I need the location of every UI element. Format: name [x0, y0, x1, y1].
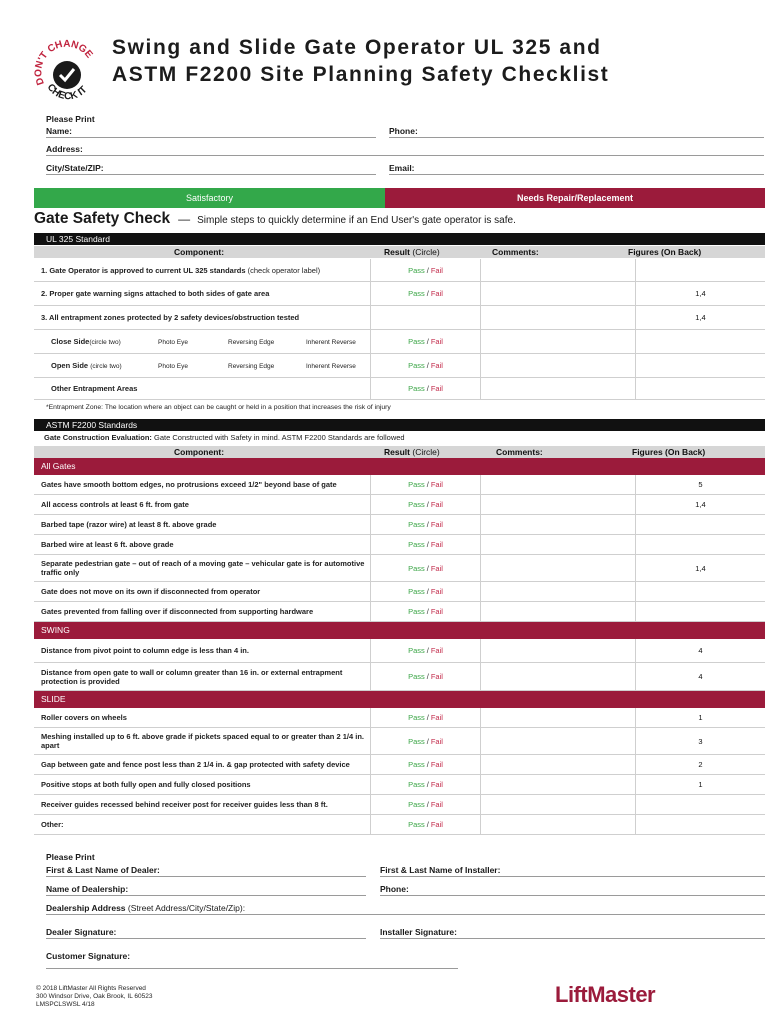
pass-fail-selector[interactable]: Pass / Fail: [370, 535, 480, 554]
photo-eye-option[interactable]: Photo Eye: [158, 339, 188, 346]
table-row: [34, 582, 765, 602]
pass-fail-selector[interactable]: Pass / Fail: [370, 602, 480, 621]
figures-cell: [635, 354, 765, 377]
needs-repair-bar: Needs Repair/Replacement: [385, 188, 765, 208]
page-title: [112, 34, 609, 88]
stamp-line2: CHECK IT: [44, 82, 90, 103]
reversing-edge-option[interactable]: Reversing Edge: [228, 363, 275, 370]
ul325-col-component: Component:: [174, 247, 225, 257]
astm-col-result: Result (Circle): [384, 447, 440, 457]
swing-header: SWING: [34, 622, 765, 639]
comments-cell[interactable]: [480, 795, 635, 814]
comments-cell[interactable]: [480, 306, 635, 329]
comments-cell[interactable]: [480, 775, 635, 794]
comments-cell[interactable]: [480, 582, 635, 601]
pass-fail-selector[interactable]: Pass / Fail: [370, 330, 480, 353]
row-component: Gates have smooth bottom edges, no protrusions exceed 1/2" beyond base of gate: [41, 480, 337, 489]
row-component: Open Side (circle two): [51, 360, 122, 370]
row-component: Gap between gate and fence post less than 2 1/4 in. & gap protected with safety device: [41, 760, 350, 769]
row-component: Separate pedestrian gate – out of reach of a moving gate – vehicular gate is for automotive traffic only: [41, 559, 365, 577]
dealer-phone-label: Phone:: [380, 884, 409, 894]
row-component: Receiver guides recessed behind receiver post for receiver guides less than 8 ft.: [41, 800, 328, 809]
all-gates-header: All Gates: [34, 458, 765, 475]
astm-col-figures: Figures (On Back): [632, 447, 706, 457]
figures-cell: 5: [635, 475, 765, 494]
table-row-open-side: [34, 354, 765, 378]
comments-cell[interactable]: [480, 378, 635, 399]
table-row: [34, 728, 765, 755]
footer-copyright: © 2018 LiftMaster All Rights Reserved: [36, 985, 146, 992]
table-row: [34, 555, 765, 582]
table-row: [34, 515, 765, 535]
figures-cell: 2: [635, 755, 765, 774]
figures-cell: [635, 795, 765, 814]
comments-cell[interactable]: [480, 330, 635, 353]
row-component: Distance from open gate to wall or column greater than 16 in. or external entrapment protection is provided: [41, 667, 343, 686]
comments-cell[interactable]: [480, 602, 635, 621]
row-component: Other Entrapment Areas: [51, 384, 138, 393]
please-print-label: Please Print: [46, 114, 95, 124]
pass-fail-selector[interactable]: Pass / Fail: [370, 555, 480, 581]
gate-safety-title: Gate Safety Check: [34, 210, 171, 227]
row-component: All access controls at least 6 ft. from gate: [41, 500, 189, 509]
email-field-label: Email:: [389, 163, 415, 173]
comments-cell[interactable]: [480, 639, 635, 662]
installer-name-label: First & Last Name of Installer:: [380, 865, 501, 875]
figures-cell: [635, 330, 765, 353]
table-row: [34, 663, 765, 691]
figures-cell: [635, 378, 765, 399]
figures-cell: 1,4: [635, 306, 765, 329]
entrapment-zone-note: *Entrapment Zone: The location where an object can be caught or held in a position that increases the risk of injury: [46, 404, 391, 411]
phone-field-label: Phone:: [389, 126, 418, 136]
comments-cell[interactable]: [480, 475, 635, 494]
satisfactory-bar: Satisfactory: [34, 188, 385, 208]
ul325-col-figures: Figures (On Back): [628, 247, 702, 257]
city-field-line[interactable]: [46, 174, 376, 175]
pass-fail-selector[interactable]: Pass / Fail: [370, 495, 480, 514]
table-row: [34, 495, 765, 515]
gate-safety-heading: [34, 210, 516, 230]
reversing-edge-option[interactable]: Reversing Edge: [228, 339, 275, 346]
table-row: [34, 815, 765, 835]
table-row-other-entrapment: [34, 378, 765, 400]
address-field-line[interactable]: [46, 155, 764, 156]
phone-field-line[interactable]: [389, 137, 764, 138]
row-component: Roller covers on wheels: [41, 713, 127, 722]
dealership-address-label: Dealership Address (Street Address/City/State/Zip):: [46, 903, 246, 913]
comments-cell[interactable]: [480, 515, 635, 534]
email-field-line[interactable]: [389, 174, 764, 175]
figures-cell: 1: [635, 775, 765, 794]
comments-cell[interactable]: [480, 354, 635, 377]
row-component: Close Side(circle two): [51, 336, 121, 346]
row-component: 1. Gate Operator is approved to current UL 325 standards (check operator label): [41, 265, 321, 275]
gate-safety-dash: —: [178, 212, 191, 226]
dealer-signature-line[interactable]: [46, 938, 366, 939]
table-row: [34, 755, 765, 775]
photo-eye-option[interactable]: Photo Eye: [158, 363, 188, 370]
inherent-reverse-option[interactable]: Inherent Reverse: [306, 363, 356, 370]
astm-col-comments: Comments:: [496, 447, 543, 457]
pass-fail-selector[interactable]: Pass / Fail: [370, 728, 480, 754]
table-row: [34, 475, 765, 495]
pass-fail-selector[interactable]: Pass / Fail: [370, 582, 480, 601]
row-component: Other:: [41, 820, 64, 829]
name-field-label: Name:: [46, 126, 72, 136]
name-field-line[interactable]: [46, 137, 376, 138]
dealership-name-label: Name of Dealership:: [46, 884, 129, 894]
pass-fail-selector[interactable]: Pass / Fail: [370, 663, 480, 690]
pass-fail-selector[interactable]: Pass / Fail: [370, 795, 480, 814]
pass-fail-selector[interactable]: Pass / Fail: [370, 755, 480, 774]
ul325-section-header: UL 325 Standard: [34, 233, 765, 245]
table-row: [34, 795, 765, 815]
title-line1: Swing and Slide Gate Operator UL 325 and: [112, 36, 602, 59]
dealer-phone-line[interactable]: [380, 895, 765, 896]
figures-cell: 1: [635, 708, 765, 727]
comments-cell[interactable]: [480, 815, 635, 834]
table-row: [34, 708, 765, 728]
figures-cell: 4: [635, 663, 765, 690]
row-component: 3. All entrapment zones protected by 2 safety devices/obstruction tested: [41, 313, 300, 322]
pass-fail-selector[interactable]: Pass / Fail: [370, 354, 480, 377]
footer-code: LMSPCLSWSL 4/18: [36, 1001, 95, 1008]
figures-cell: [635, 535, 765, 554]
dealer-signature-label: Dealer Signature:: [46, 927, 117, 937]
result-cell-empty: [370, 306, 480, 329]
figures-cell: [635, 582, 765, 601]
pass-fail-selector[interactable]: Pass / Fail: [370, 515, 480, 534]
dealer-please-print: Please Print: [46, 852, 95, 862]
comments-cell[interactable]: [480, 663, 635, 690]
comments-cell[interactable]: [480, 495, 635, 514]
installer-name-line[interactable]: [380, 876, 765, 877]
table-row: [34, 259, 765, 282]
figures-cell: 1,4: [635, 495, 765, 514]
astm-section-header: ASTM F2200 Standards: [34, 419, 765, 431]
figures-cell: [635, 815, 765, 834]
comments-cell[interactable]: [480, 708, 635, 727]
figures-cell: [635, 259, 765, 281]
figures-cell: [635, 515, 765, 534]
comments-cell[interactable]: [480, 755, 635, 774]
row-component: Positive stops at both fully open and fully closed positions: [41, 780, 251, 789]
pass-fail-selector[interactable]: Pass / Fail: [370, 259, 480, 281]
stamp-line1: DON'T CHANGE: [33, 38, 95, 87]
installer-signature-line[interactable]: [380, 938, 765, 939]
footer-address: 300 Windsor Drive, Oak Brook, IL 60523: [36, 993, 153, 1000]
astm-column-header: [34, 446, 765, 458]
ul325-col-result: Result (Circle): [384, 247, 440, 257]
figures-cell: [635, 602, 765, 621]
liftmaster-logo: LiftMaster: [555, 982, 656, 1007]
ul325-col-comments: Comments:: [492, 247, 539, 257]
installer-signature-label: Installer Signature:: [380, 927, 457, 937]
gate-safety-subtitle: Simple steps to quickly determine if an End User's gate operator is safe.: [197, 215, 516, 226]
figures-cell: 3: [635, 728, 765, 754]
comments-cell[interactable]: [480, 728, 635, 754]
table-row: [34, 535, 765, 555]
address-field-label: Address:: [46, 144, 83, 154]
row-component: Distance from pivot point to column edge is less than 4 in.: [41, 646, 249, 655]
dealer-name-label: First & Last Name of Dealer:: [46, 865, 160, 875]
city-field-label: City/State/ZIP:: [46, 163, 104, 173]
comments-cell[interactable]: [480, 535, 635, 554]
pass-fail-selector[interactable]: Pass / Fail: [370, 708, 480, 727]
table-row: [34, 602, 765, 622]
ul325-column-header: [34, 246, 765, 258]
figures-cell: 1,4: [635, 282, 765, 305]
table-row: [34, 639, 765, 663]
slide-header: SLIDE: [34, 691, 765, 708]
dealer-name-line[interactable]: [46, 876, 366, 877]
row-component: Barbed wire at least 6 ft. above grade: [41, 540, 174, 549]
figures-cell: 1,4: [635, 555, 765, 581]
pass-fail-selector[interactable]: Pass / Fail: [370, 815, 480, 834]
check-circle-icon: [53, 61, 81, 89]
title-line2: ASTM F2200 Site Planning Safety Checklist: [112, 63, 610, 86]
pass-fail-selector[interactable]: Pass / Fail: [370, 475, 480, 494]
table-row: [34, 775, 765, 795]
comments-cell[interactable]: [480, 282, 635, 305]
pass-fail-selector[interactable]: Pass / Fail: [370, 282, 480, 305]
table-row-close-side: [34, 330, 765, 354]
table-row: [34, 306, 765, 330]
pass-fail-selector[interactable]: Pass / Fail: [370, 639, 480, 662]
comments-cell[interactable]: [480, 259, 635, 281]
astm-col-component: Component:: [174, 447, 225, 457]
pass-fail-selector[interactable]: Pass / Fail: [370, 775, 480, 794]
row-component: 2. Proper gate warning signs attached to both sides of gate area: [41, 289, 270, 298]
dont-change-it-stamp: [32, 38, 102, 108]
table-row: [34, 282, 765, 306]
inherent-reverse-option[interactable]: Inherent Reverse: [306, 339, 356, 346]
figures-cell: 4: [635, 639, 765, 662]
row-component: Gate does not move on its own if disconnected from operator: [41, 587, 261, 596]
dealership-name-line[interactable]: [46, 895, 366, 896]
customer-signature-label: Customer Signature:: [46, 951, 131, 961]
gate-construction-evaluation: Gate Construction Evaluation: Gate Constructed with Safety in mind. ASTM F2200 Standards are followed: [44, 433, 405, 442]
dealership-address-line[interactable]: [46, 914, 765, 915]
comments-cell[interactable]: [480, 555, 635, 581]
customer-signature-line[interactable]: [46, 968, 458, 969]
footer-text: [36, 985, 152, 1009]
row-component: Meshing installed up to 6 ft. above grade if pickets spaced equal to or greater than 2 1/4 in. apart: [41, 732, 364, 750]
row-component: Barbed tape (razor wire) at least 8 ft. above grade: [41, 520, 217, 529]
pass-fail-selector[interactable]: Pass / Fail: [370, 378, 480, 399]
row-component: Gates prevented from falling over if disconnected from supporting hardware: [41, 607, 314, 616]
